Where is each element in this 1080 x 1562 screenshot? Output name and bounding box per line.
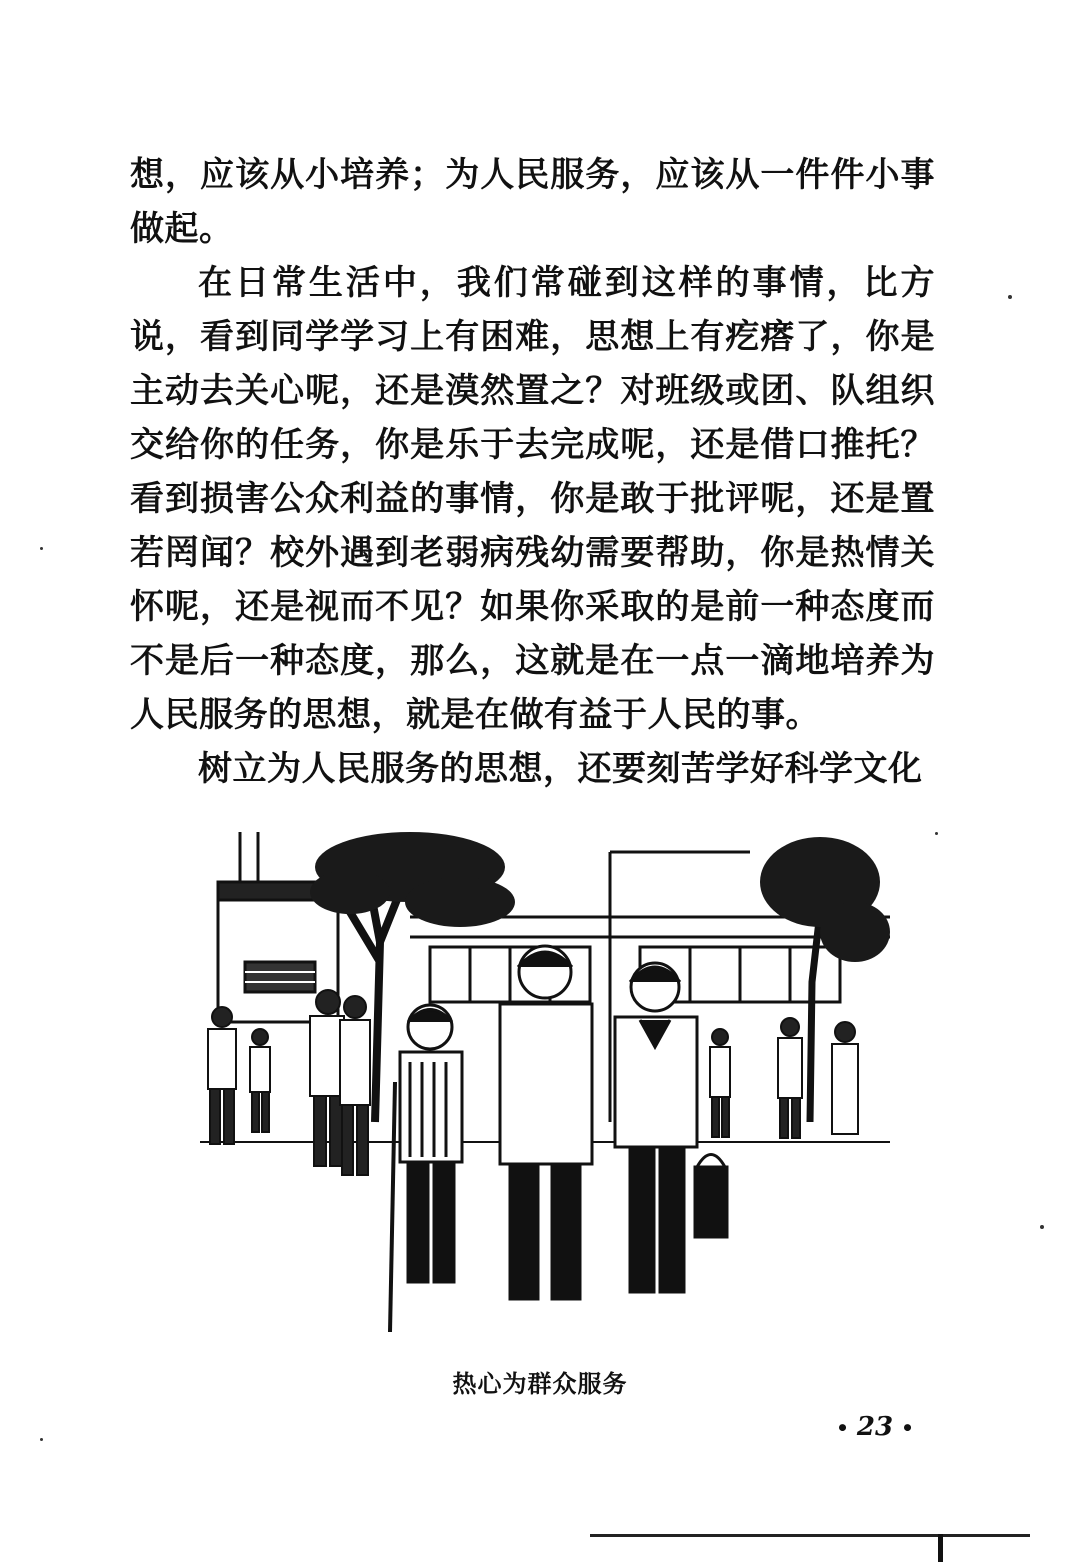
scan-speck — [935, 832, 938, 835]
street-scene-illustration — [200, 822, 900, 1342]
paragraph-2: 在日常生活中，我们常碰到这样的事情，比方说，看到同学学习上有困难，思想上有疙瘩了，你是主动去关心呢，还是漠然置之？对班级或团、队组织交给你的任务，你是乐于去完成呢，还是借口推托？看到损害公众利益的事情，你是敢于批评呢，还是置若罔闻？校外遇到老弱病残幼需要帮助，你是热情关怀呢，还是视而不见？如果你采取的是前一种态度而不是后一种态度，那么，这就是在一点一滴地培养为人民服务的思想，就是在做有益于人民的事。 — [130, 263, 935, 735]
page-number-dot-right: • — [901, 1416, 914, 1440]
main-figures — [390, 946, 727, 1332]
bottom-rule-tick — [938, 1534, 943, 1562]
scan-speck — [1040, 1225, 1044, 1229]
illustration-caption: 热心为群众服务 — [452, 1369, 628, 1398]
scan-speck — [1008, 295, 1012, 299]
page-number — [820, 1412, 930, 1442]
page-number-value: 23 — [856, 1412, 894, 1442]
body-text — [130, 148, 935, 796]
paragraph-1: 想，应该从小培养；为人民服务，应该从一件件小事做起。 — [130, 155, 935, 249]
scan-speck — [40, 1438, 43, 1441]
page-number-dot-left: • — [836, 1416, 849, 1440]
bottom-rule — [590, 1534, 1030, 1537]
scan-speck — [40, 547, 43, 550]
paragraph-3: 树立为人民服务的思想，还要刻苦学好科学文化 — [198, 749, 923, 789]
